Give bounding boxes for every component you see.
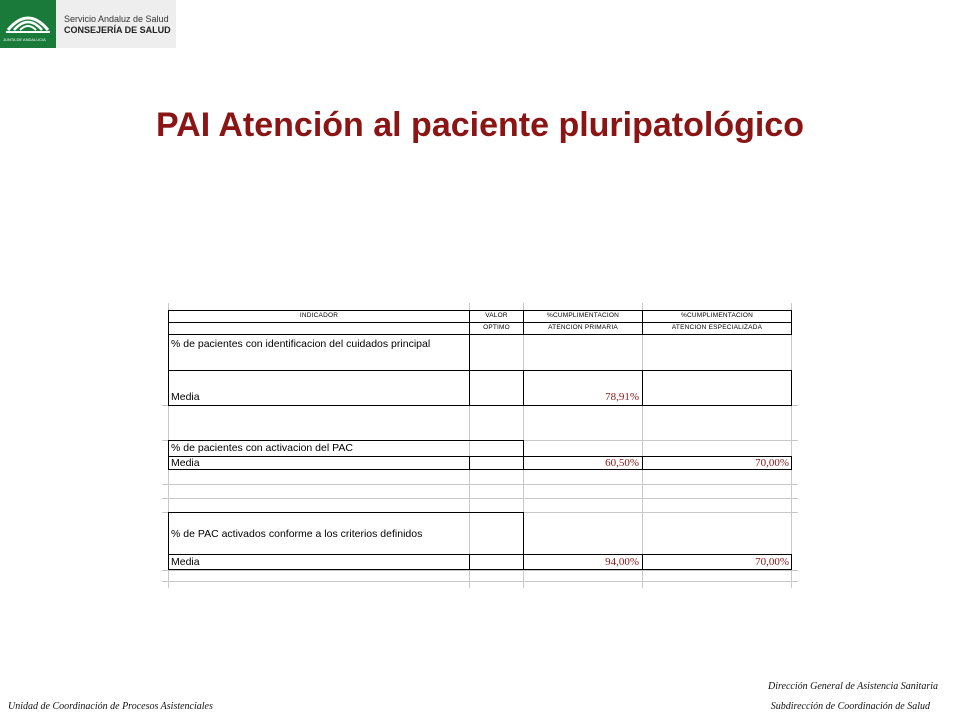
footer-right-line2: Subdirección de Coordinación de Salud [770,701,930,712]
value-especializada: 70,00% [755,556,789,568]
header-especializada-line1: %CUMPLIMENTACION [680,312,754,319]
logo [0,0,176,48]
media-label: Media [171,556,200,568]
header-especializada-line2: ATENCION ESPECIALIZADA [671,324,763,331]
header-valor-line1: VALOR [485,312,508,319]
value-especializada [643,391,789,405]
media-label: Media [171,457,200,469]
header-primaria-line1: %CUMPLIMENTACION [546,312,620,319]
footer-left: Unidad de Coordinación de Procesos Asistenciales [8,701,213,712]
logo-org-line2: CONSEJERÍA DE SALUD [64,25,171,35]
logo-text [56,0,176,48]
header-indicador: INDICADOR [299,312,339,319]
junta-emblem-icon [0,0,56,48]
page-title: PAI Atención al paciente pluripatológico [156,106,804,144]
value-primaria: 78,91% [605,391,639,403]
indicator-cuidador-principal: % de pacientes con identificacion del cuidados principal [171,338,431,350]
header-valor-line2: OPTIMO [483,324,510,331]
media-label: Media [171,391,200,403]
value-especializada: 70,00% [755,457,789,469]
indicator-pac-criterios: % de PAC activados conforme a los criterios definidos [171,528,423,540]
value-primaria: 60,50% [605,457,639,469]
value-primaria: 94,00% [605,556,639,568]
logo-org-line1: Servicio Andaluz de Salud [64,14,169,24]
indicator-table [162,303,798,588]
footer-right-line1: Dirección General de Asistencia Sanitaria [768,681,938,692]
indicator-activacion-pac: % de pacientes con activacion del PAC [171,442,353,454]
header-primaria-line2: ATENCION PRIMARIA [548,324,618,331]
logo-caption: JUNTA DE ANDALUCIA [3,37,46,42]
